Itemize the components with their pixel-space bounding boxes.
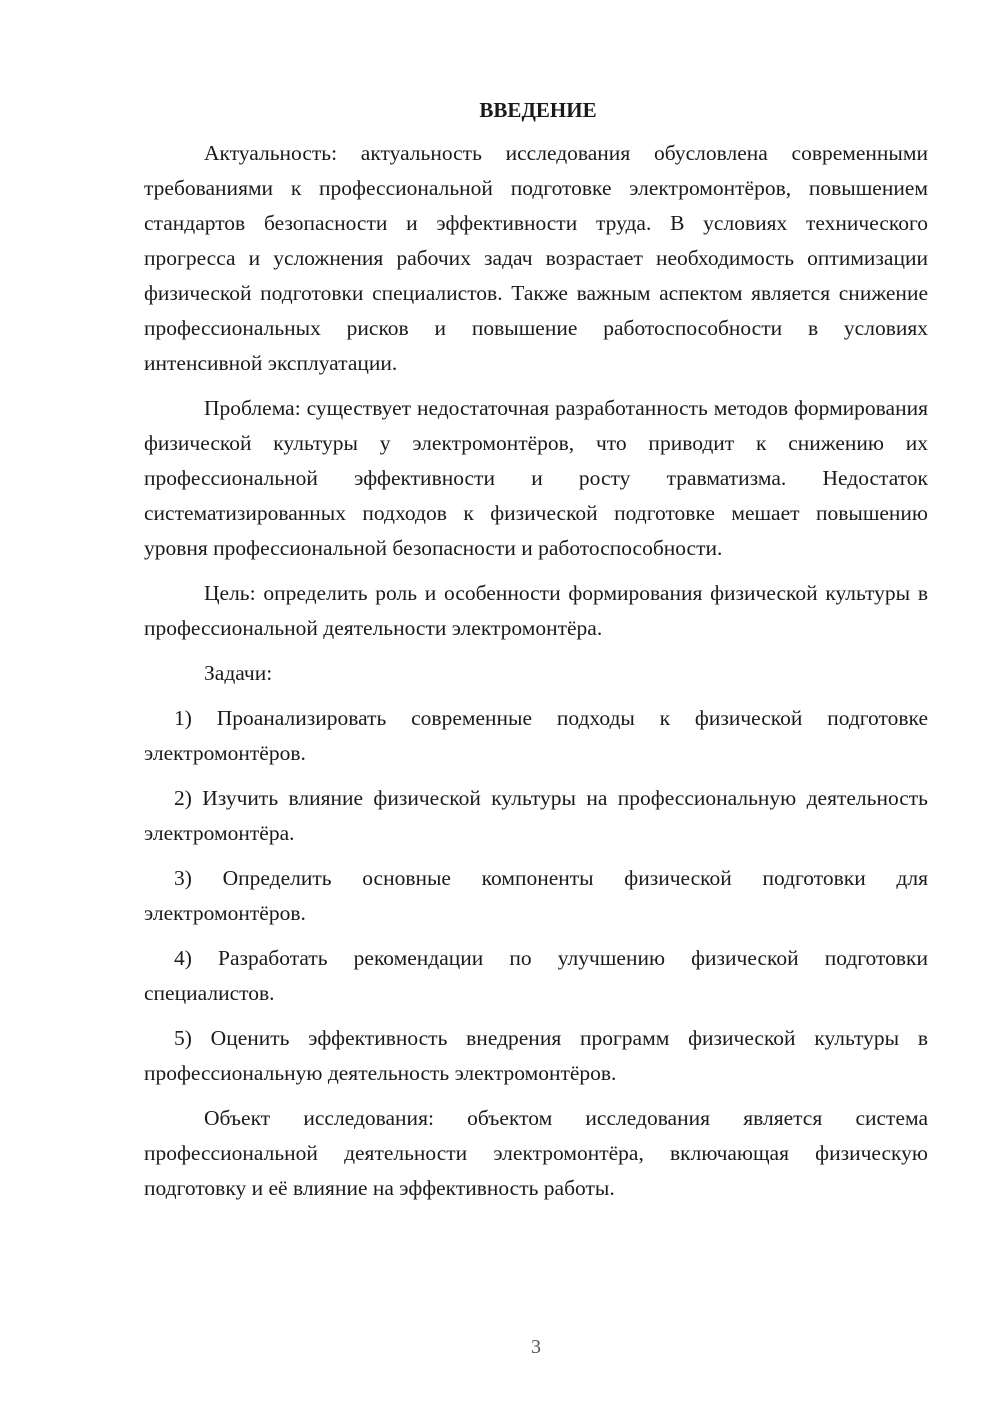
task-item: 1) Проанализировать современные подходы к физической подготовке электромонтёров. (144, 706, 928, 765)
page-content (144, 94, 928, 1216)
tasks-heading: Задачи: (204, 661, 273, 685)
task-item: 5) Оценить эффективность внедрения программ физической культуры в профессиональную деятельность электромонтёров. (144, 1026, 928, 1085)
page-number: 3 (531, 1336, 541, 1358)
section-title: ВВЕДЕНИЕ (479, 98, 597, 122)
task-item: 3) Определить основные компоненты физической подготовки для электромонтёров. (144, 866, 928, 925)
problem-paragraph: Проблема: существует недостаточная разработанность методов формирования физической культуры у электромонтёров, что приводит к снижению их профессиональной эффективности и росту травматизма. Недостаток систематизированных подходов к физической подготовке мешает повышению уровня профессиональной безопасности и работоспособности. (144, 396, 928, 560)
goal-paragraph: Цель: определить роль и особенности формирования физической культуры в профессиональной деятельности электромонтёра. (144, 581, 928, 640)
task-item: 4) Разработать рекомендации по улучшению физической подготовки специалистов. (144, 946, 928, 1005)
relevance-paragraph: Актуальность: актуальность исследования обусловлена современными требованиями к профессиональной подготовке электромонтёров, повышением стандартов безопасности и эффективности труда. В условиях технического прогресса и усложнения рабочих задач возрастает необходимость оптимизации физической подготовки специалистов. Также важным аспектом является снижение профессиональных рисков и повышение работоспособности в условиях интенсивной эксплуатации. (144, 141, 928, 375)
task-item: 2) Изучить влияние физической культуры на профессиональную деятельность электромонтёра. (144, 786, 928, 845)
object-paragraph: Объект исследования: объектом исследования является система профессиональной деятельности электромонтёра, включающая физическую подготовку и её влияние на эффективность работы. (144, 1106, 928, 1200)
